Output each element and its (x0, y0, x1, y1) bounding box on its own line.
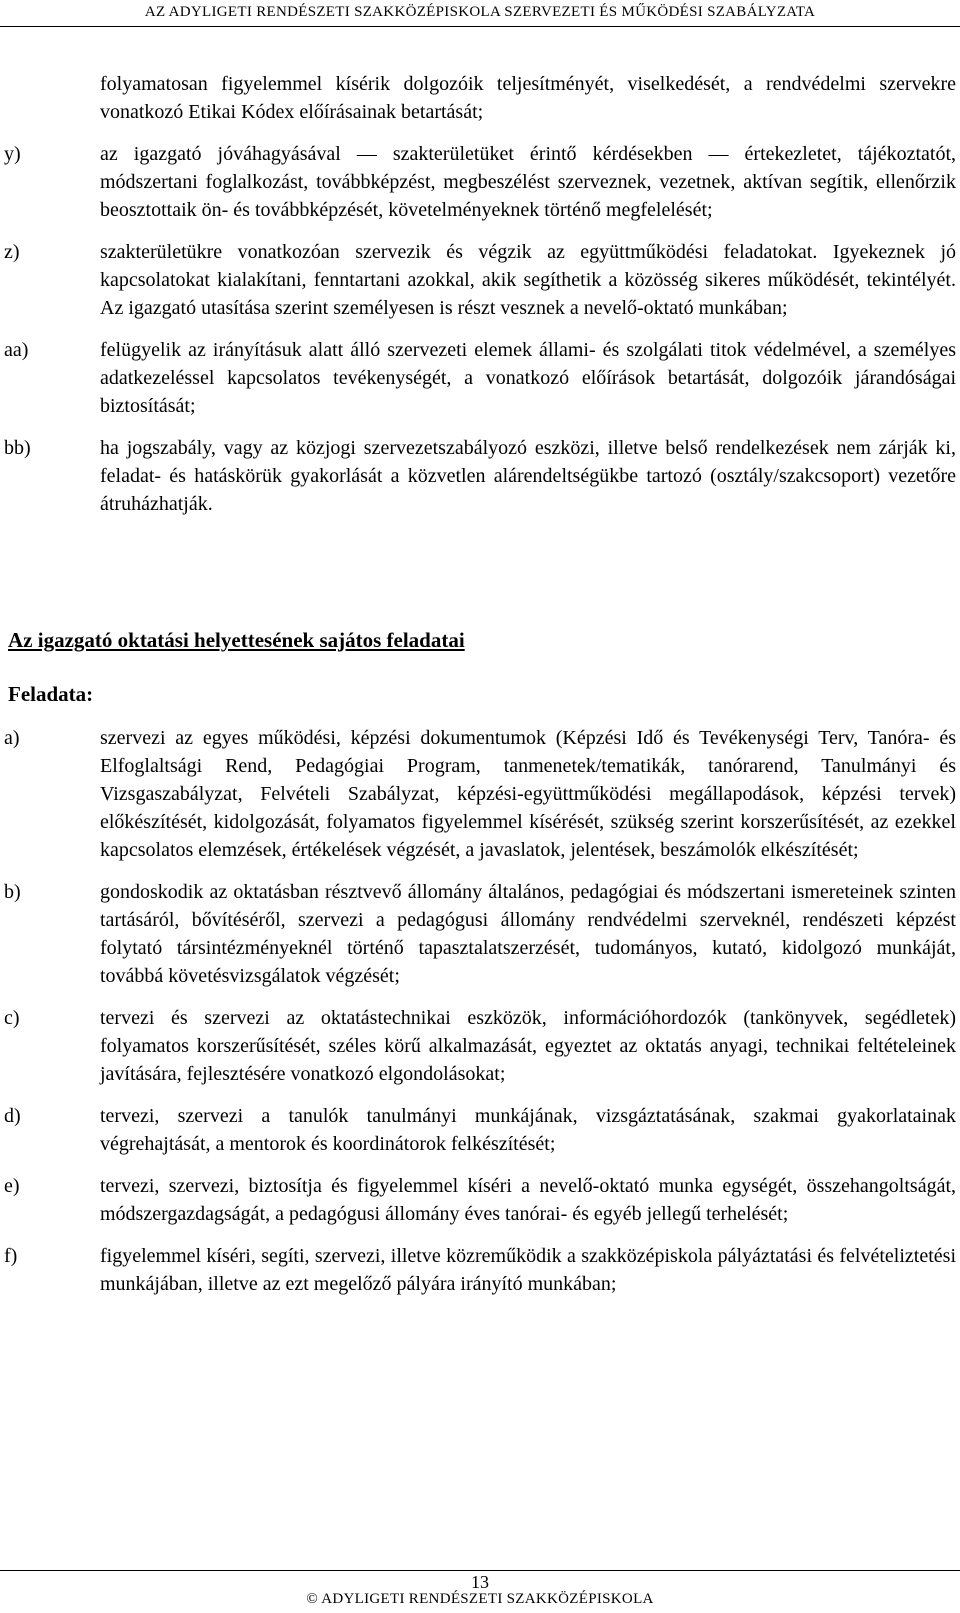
list-item (0, 1172, 960, 1228)
item-label: z) (4, 241, 20, 263)
item-label: d) (4, 1105, 21, 1127)
list-item (0, 1102, 960, 1158)
intro-list (0, 70, 960, 518)
list-item (0, 140, 960, 224)
page-number: 13 (471, 1572, 489, 1592)
duty-list (0, 724, 960, 1298)
footer-divider (0, 1570, 960, 1571)
section-subtitle: Feladata: (8, 682, 94, 706)
item-text: szakterületükre vonatkozóan szervezik és végzik az együttműködési feladatokat. Igyekeznek jó kapcsolatokat kialakítani, fenntartani azokkal, akik segíthetik a közösség sikeres működését, tekintélyét. Az igazgató utasítása szerint személyesen is részt vesznek a nevelő-oktató munkában; (100, 241, 956, 319)
footer-copyright: © ADYLIGETI RENDÉSZETI SZAKKÖZÉPISKOLA (306, 1591, 654, 1607)
item-label: c) (4, 1007, 20, 1029)
list-item (0, 434, 960, 518)
item-text: tervezi, szervezi, biztosítja és figyelemmel kíséri a nevelő-oktató munka egységét, összehangoltságát, módszergazdagságát, a pedagógusi állomány éves tanórai- és egyéb jellegű terhelését; (100, 1175, 956, 1225)
item-label: b) (4, 881, 21, 903)
list-item (0, 1242, 960, 1298)
list-item (0, 724, 960, 864)
item-text: tervezi és szervezi az oktatástechnikai eszközök, információhordozók (tankönyvek, segédletek) folyamatos korszerűsítését, széles körű alkalmazását, egyeztet az oktatás anyagi, technikai feltételeinek javítására, fejlesztésére vonatkozó elgondolásokat; (100, 1007, 956, 1085)
item-label: a) (4, 727, 20, 749)
list-item (0, 70, 960, 126)
list-item (0, 878, 960, 990)
item-text: gondoskodik az oktatásban résztvevő állomány általános, pedagógiai és módszertani ismereteinek szinten tartásáról, bővítéséről, szervezi a pedagógusi állomány rendvédelmi szerveknél, rendészeti képzést folytató társintézményeknél történő tapasztalatszerzését, tudományos, kutató, kidolgozó munkáját, továbbá követésvizsgálatok végzését; (100, 881, 956, 987)
item-label: f) (4, 1245, 18, 1267)
item-text: felügyelik az irányításuk alatt álló szervezeti elemek állami- és szolgálati titok védelmével, a személyes adatkezeléssel kapcsolatos tevékenységét, a vonatkozó előírások betartását, dolgozóik járandóságai biztosítását; (100, 339, 956, 417)
item-label: e) (4, 1175, 20, 1197)
item-text: szervezi az egyes működési, képzési dokumentumok (Képzési Idő és Tevékenységi Terv, Tanóra- és Elfoglaltsági Rend, Pedagógiai Program, tanmenetek/tematikák, tanórarend, Tanulmányi és Vizsgaszabályzat, Felvételi Szabályzat, képzési-együttműködési megállapodások, képzési tervek) előkészítését, kidolgozását, folyamatos figyelemmel kísérését, szükség szerint korszerűsítését, az ezekkel kapcsolatos elemzések, értékelések végzését, a javaslatok, jelentések, beszámolók elkészítését; (100, 727, 956, 861)
header-divider (0, 26, 960, 27)
item-label: aa) (4, 339, 29, 361)
section-title: Az igazgató oktatási helyettesének sajátos feladatai (8, 628, 465, 652)
list-item (0, 336, 960, 420)
item-label: bb) (4, 437, 31, 459)
page-header: AZ ADYLIGETI RENDÉSZETI SZAKKÖZÉPISKOLA SZERVEZETI ÉS MŰKÖDÉSI SZABÁLYZATA (144, 4, 816, 20)
item-text: ha jogszabály, vagy az közjogi szervezetszabályozó eszközi, illetve belső rendelkezések nem zárják ki, feladat- és hatáskörük gyakorlását a közvetlen alárendeltségükbe tartozó (osztály/szakcsoport) vezetőre átruházhatják. (100, 437, 956, 515)
item-label: y) (4, 143, 21, 165)
item-text: figyelemmel kíséri, segíti, szervezi, illetve közreműködik a szakközépiskola pályáztatási és felvételiztetési munkájában, illetve az ezt megelőző pályára irányító munkában; (100, 1245, 956, 1295)
item-text: tervezi, szervezi a tanulók tanulmányi munkájának, vizsgáztatásának, szakmai gyakorlatainak végrehajtását, a mentorok és koordinátorok felkészítését; (100, 1105, 956, 1155)
item-text: folyamatosan figyelemmel kísérik dolgozóik teljesítményét, viselkedését, a rendvédelmi szervekre vonatkozó Etikai Kódex előírásainak betartását; (100, 73, 956, 123)
item-text: az igazgató jóváhagyásával — szakterületüket érintő kérdésekben — értekezletet, tájékoztatót, módszertani foglalkozást, továbbképzést, megbeszélést szerveznek, vezetnek, aktívan segítik, ellenőrzik beosztottaik ön- és továbbképzését, követelményeknek történő megfelelését; (100, 143, 956, 221)
list-item (0, 1004, 960, 1088)
list-item (0, 238, 960, 322)
